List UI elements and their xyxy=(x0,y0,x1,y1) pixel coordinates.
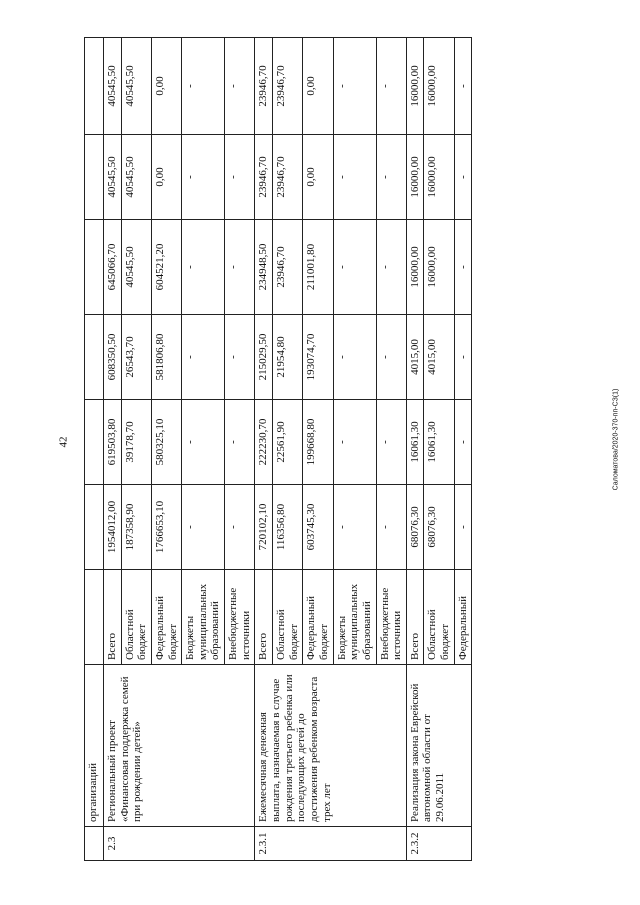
amount-cell: 21954,80 xyxy=(273,315,303,400)
document-code: Саломатова/2020-370-пп-СЗ(1) xyxy=(612,388,620,491)
header-empty-cell xyxy=(85,400,104,485)
amount-cell: 0,00 xyxy=(151,135,181,220)
amount-cell: 16000,00 xyxy=(424,220,454,315)
amount-cell: 39178,70 xyxy=(121,400,151,485)
header-empty-cell xyxy=(85,485,104,570)
amount-cell: - xyxy=(333,135,376,220)
item-name-cell: Реализация закона Еврейской автономной области от 29.06.2011 xyxy=(406,665,472,827)
amount-cell: 16000,00 xyxy=(406,220,424,315)
amount-cell: - xyxy=(376,315,406,400)
amount-cell: 16000,00 xyxy=(406,38,424,135)
amount-cell: - xyxy=(333,485,376,570)
amount-cell: - xyxy=(182,220,225,315)
funding-source-cell: Всего xyxy=(104,570,122,665)
amount-cell: 187358,90 xyxy=(121,485,151,570)
table-row xyxy=(104,38,122,861)
item-number-cell: 2.3.1 xyxy=(255,827,406,861)
amount-cell: 580325,10 xyxy=(151,400,181,485)
amount-cell: 222230,70 xyxy=(255,400,273,485)
funding-source-cell: Федеральный xyxy=(454,570,472,665)
funding-source-cell: Внебюджетные источники xyxy=(376,570,406,665)
amount-cell: - xyxy=(182,315,225,400)
amount-cell: 40545,50 xyxy=(104,38,122,135)
amount-cell: 0,00 xyxy=(303,38,333,135)
amount-cell: 603745,30 xyxy=(303,485,333,570)
amount-cell: 16061,30 xyxy=(406,400,424,485)
amount-cell: 23946,70 xyxy=(255,38,273,135)
amount-cell: - xyxy=(376,38,406,135)
funding-source-cell: Бюджеты муниципальных образований xyxy=(333,570,376,665)
amount-cell: 234948,50 xyxy=(255,220,273,315)
amount-cell: 16000,00 xyxy=(424,38,454,135)
amount-cell: - xyxy=(333,220,376,315)
amount-cell: 199668,80 xyxy=(303,400,333,485)
amount-cell: 0,00 xyxy=(303,135,333,220)
funding-source-cell: Федеральный бюджет xyxy=(303,570,333,665)
funding-source-cell: Всего xyxy=(255,570,273,665)
header-empty-cell xyxy=(85,135,104,220)
header-empty-cell xyxy=(85,220,104,315)
amount-cell: - xyxy=(333,400,376,485)
table-body xyxy=(85,38,472,861)
amount-cell: - xyxy=(454,220,472,315)
header-empty-cell xyxy=(85,570,104,665)
amount-cell: 40545,50 xyxy=(121,135,151,220)
amount-cell: - xyxy=(182,485,225,570)
amount-cell: 211001,80 xyxy=(303,220,333,315)
amount-cell: - xyxy=(454,135,472,220)
amount-cell: - xyxy=(225,485,255,570)
amount-cell: 116356,80 xyxy=(273,485,303,570)
amount-cell: - xyxy=(454,38,472,135)
amount-cell: - xyxy=(225,38,255,135)
amount-cell: 40545,50 xyxy=(121,220,151,315)
amount-cell: 16000,00 xyxy=(406,135,424,220)
amount-cell: 619503,80 xyxy=(104,400,122,485)
amount-cell: 4015,00 xyxy=(424,315,454,400)
amount-cell: 193074,70 xyxy=(303,315,333,400)
amount-cell: 1766653,10 xyxy=(151,485,181,570)
amount-cell: - xyxy=(182,400,225,485)
amount-cell: 1954012,00 xyxy=(104,485,122,570)
amount-cell: 604521,20 xyxy=(151,220,181,315)
amount-cell: 23946,70 xyxy=(273,135,303,220)
item-number-cell: 2.3 xyxy=(104,827,255,861)
page-number: 42 xyxy=(57,436,70,448)
amount-cell: 23946,70 xyxy=(273,220,303,315)
item-name-cell: Ежемесячная денежная выплата, назначаемая в случае рождения третьего ребенка или последующих детей до достижения ребенком возраста трех лет xyxy=(255,665,406,827)
amount-cell: - xyxy=(333,38,376,135)
amount-cell: - xyxy=(376,485,406,570)
amount-cell: - xyxy=(454,400,472,485)
amount-cell: - xyxy=(376,220,406,315)
funding-source-cell: Областной бюджет xyxy=(121,570,151,665)
amount-cell: 215029,50 xyxy=(255,315,273,400)
header-empty-cell xyxy=(85,38,104,135)
funding-source-cell: Внебюджетные источники xyxy=(225,570,255,665)
header-row xyxy=(85,38,104,861)
amount-cell: 720102,10 xyxy=(255,485,273,570)
amount-cell: - xyxy=(225,400,255,485)
rotated-table-container xyxy=(84,37,472,861)
item-name-cell: Региональный проект «Финансовая поддержка семей при рождении детей» xyxy=(104,665,255,827)
budget-table xyxy=(84,37,472,861)
amount-cell: 26543,70 xyxy=(121,315,151,400)
header-empty-cell xyxy=(85,315,104,400)
header-name-cell: организаций xyxy=(85,665,104,827)
amount-cell: - xyxy=(225,220,255,315)
amount-cell: 68076,30 xyxy=(424,485,454,570)
amount-cell: 0,00 xyxy=(151,38,181,135)
amount-cell: - xyxy=(182,38,225,135)
amount-cell: 4015,00 xyxy=(406,315,424,400)
amount-cell: - xyxy=(454,485,472,570)
amount-cell: - xyxy=(376,400,406,485)
amount-cell: 16061,30 xyxy=(424,400,454,485)
amount-cell: - xyxy=(225,315,255,400)
amount-cell: 40545,50 xyxy=(104,135,122,220)
funding-source-cell: Областной бюджет xyxy=(273,570,303,665)
amount-cell: - xyxy=(333,315,376,400)
amount-cell: - xyxy=(454,315,472,400)
amount-cell: 68076,30 xyxy=(406,485,424,570)
amount-cell: 16000,00 xyxy=(424,135,454,220)
funding-source-cell: Федеральный бюджет xyxy=(151,570,181,665)
amount-cell: - xyxy=(376,135,406,220)
amount-cell: - xyxy=(182,135,225,220)
header-num-cell xyxy=(85,827,104,861)
amount-cell: 645066,70 xyxy=(104,220,122,315)
funding-source-cell: Бюджеты муниципальных образований xyxy=(182,570,225,665)
amount-cell: 581806,80 xyxy=(151,315,181,400)
amount-cell: - xyxy=(225,135,255,220)
funding-source-cell: Областной бюджет xyxy=(424,570,454,665)
funding-source-cell: Всего xyxy=(406,570,424,665)
amount-cell: 23946,70 xyxy=(255,135,273,220)
amount-cell: 23946,70 xyxy=(273,38,303,135)
table-row xyxy=(406,38,424,861)
table-row xyxy=(255,38,273,861)
amount-cell: 40545,50 xyxy=(121,38,151,135)
amount-cell: 22561,90 xyxy=(273,400,303,485)
item-number-cell: 2.3.2 xyxy=(406,827,472,861)
amount-cell: 608350,50 xyxy=(104,315,122,400)
